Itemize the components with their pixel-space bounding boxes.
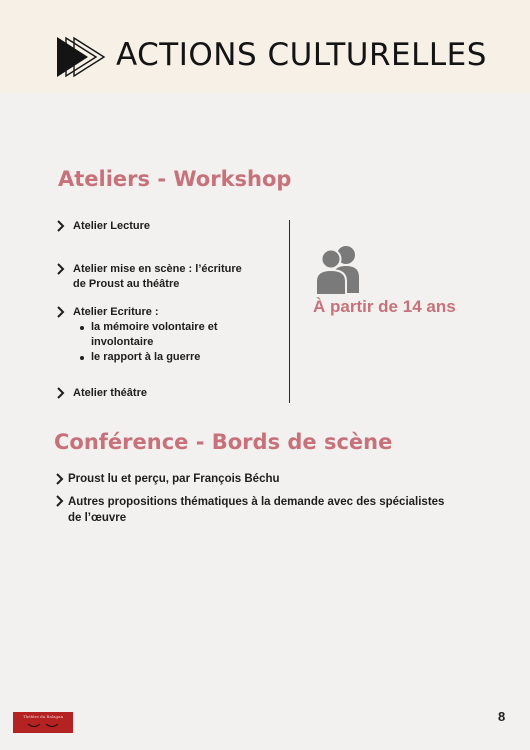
footer-logo <box>13 712 73 733</box>
chevron-right-icon <box>56 306 66 318</box>
conference-title: Conférence - Bords de scène <box>54 430 393 454</box>
people-icon <box>311 245 367 295</box>
list-item <box>73 305 159 320</box>
sub-list-item-label: le rapport à la guerre <box>91 351 201 363</box>
bullet-icon <box>80 326 84 330</box>
chevron-right-icon <box>56 387 66 399</box>
triple-chevron-icon <box>56 36 106 78</box>
page-header <box>0 0 530 93</box>
sub-list-item-label: la mémoire volontaire et <box>91 321 218 333</box>
page-title: ACTIONS CULTURELLES <box>116 37 487 73</box>
ateliers-title: Ateliers - Workshop <box>58 167 292 191</box>
list-item <box>73 219 150 234</box>
bullet-icon <box>80 356 84 360</box>
list-item-label: Atelier Lecture <box>73 220 151 232</box>
chevron-right-icon <box>55 495 65 507</box>
chevron-right-icon <box>55 473 65 485</box>
chevron-right-icon <box>56 263 66 275</box>
sub-list-item <box>91 350 200 365</box>
list-item-label: Autres propositions thématiques à la demande avec des spécialistes <box>68 496 445 508</box>
list-item-label: Atelier mise en scène : l’écriture <box>73 263 242 275</box>
vertical-divider <box>289 220 290 403</box>
page-number: 8 <box>498 709 506 724</box>
logo-mark-icon <box>27 723 59 729</box>
list-item-label-cont: de l’œuvre <box>68 512 127 524</box>
audience-text: À partir de 14 ans <box>313 297 456 316</box>
sub-list-item <box>91 320 218 350</box>
list-item-label: Proust lu et perçu, par François Béchu <box>68 473 280 485</box>
list-item <box>73 262 242 292</box>
list-item-label-cont: de Proust au théâtre <box>73 278 180 290</box>
sub-list-item-label-cont: involontaire <box>91 336 154 348</box>
list-item <box>68 472 280 487</box>
chevron-right-icon <box>56 220 66 232</box>
list-item-label: Atelier Ecriture : <box>73 306 159 318</box>
footer-logo-text: Théâtre du Balagan <box>22 714 64 719</box>
list-item <box>73 386 147 401</box>
list-item <box>68 494 444 526</box>
list-item-label: Atelier théâtre <box>73 387 147 399</box>
